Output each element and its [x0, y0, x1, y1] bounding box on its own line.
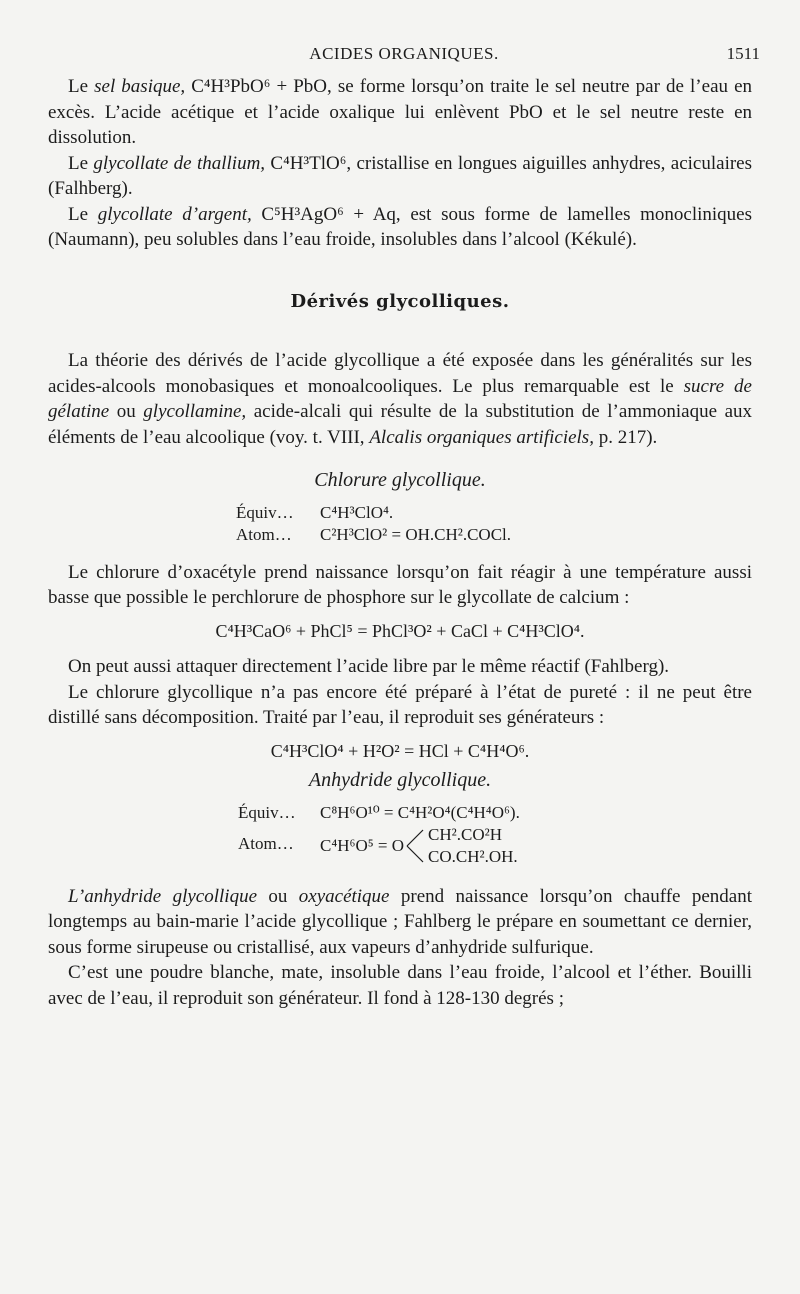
page-number: 1511	[726, 44, 760, 63]
paragraph-glycollate-thallium: Le glycollate de thallium, C⁴H³TlO⁶, cristallise en longues aiguilles anhydres, aciculaires (Falhberg).	[48, 152, 752, 199]
equation-perchlorure: C⁴H³CaO⁶ + PhCl⁵ = PhCl³O² + CaCl + C⁴H³ClO⁴.	[215, 620, 585, 641]
formula-atom-anhydride: Atom… C⁴H⁶O⁵ = O CH².CO²H CO.CH².OH.	[238, 824, 518, 866]
subheading-chlorure: Chlorure glycollique.	[314, 469, 486, 491]
paragraph-poudre-blanche: C’est une poudre blanche, mate, insoluble dans l’eau froide, l’alcool et l’éther. Bouilli avec de l’eau, il reproduit son générateur. Il fond à 128-130 degrés ;	[48, 962, 752, 1009]
equation-hydrolyse: C⁴H³ClO⁴ + H²O² = HCl + C⁴H⁴O⁶.	[270, 740, 530, 761]
formula-atom-chlorure: Atom… C²H³ClO² = OH.CH².COCl.	[236, 524, 512, 544]
paragraph-theorie: La théorie des dérivés de l’acide glycollique a été exposée dans les généralités sur les acides-alcools monobasiques et monoalcooliques. Le plus remarquable est le sucre de gélatine ou glycollamine, acide-alcali qui résulte de la substitution de l’ammoniaque aux éléments de l’eau alcoolique (voy. t. VIII, Alcalis organiques artificiels, p. 217).	[48, 350, 752, 448]
branched-formula: C⁴H⁶O⁵ = O CH².CO²H CO.CH².OH.	[320, 824, 518, 866]
paragraph-chlorure-oxacetyle: Le chlorure d’oxacétyle prend naissance lorsqu’on fait réagir à une température aussi basse que possible le perchlorure de phosphore sur le glycollate de calcium :	[48, 561, 752, 608]
branch-bracket	[406, 826, 424, 866]
running-title: ACIDES ORGANIQUES.	[309, 44, 499, 63]
running-header	[48, 44, 760, 70]
formula-equiv-chlorure: Équiv… C⁴H³ClO⁴.	[236, 502, 394, 522]
section-heading: Dérivés glycolliques.	[290, 290, 510, 312]
page-body	[48, 74, 752, 1011]
branch-bottom: CO.CH².OH.	[428, 846, 518, 866]
paragraph-purete: Le chlorure glycollique n’a pas encore été préparé à l’état de pureté : il ne peut être distillé sans décomposition. Traité par l’eau, il reproduit ses générateurs :	[48, 681, 752, 728]
branch-top: CH².CO²H	[428, 824, 502, 844]
formula-equiv-anhydride: Équiv… C⁸H⁶O¹⁰ = C⁴H²O⁴(C⁴H⁴O⁶).	[238, 802, 520, 822]
paragraph-acide-libre: On peut aussi attaquer directement l’acide libre par le même réactif (Fahlberg).	[68, 656, 670, 677]
paragraph-anhydride-naissance: L’anhydride glycollique ou oxyacétique prend naissance lorsqu’on chauffe pendant longtemps au bain-marie l’acide glycollique ; Fahlberg le prépare en soumettant ce dernier, sous forme sirupeuse ou cristallisé, aux vapeurs d’anhydride sulfurique.	[48, 885, 752, 958]
paragraph-glycollate-argent: Le glycollate d’argent, C⁵H³AgO⁶ + Aq, est sous forme de lamelles monocliniques (Naumann), peu solubles dans l’eau froide, insolubles dans l’alcool (Kékulé).	[48, 203, 752, 250]
paragraph-sel-basique: Le sel basique, C⁴H³PbO⁶ + PbO, se forme lorsqu’on traite le sel neutre par de l’eau en excès. L’acide acétique et l’acide oxalique lui enlèvent PbO et le sel neutre reste en dissolution.	[48, 76, 753, 148]
subheading-anhydride: Anhydride glycollique.	[308, 769, 492, 791]
